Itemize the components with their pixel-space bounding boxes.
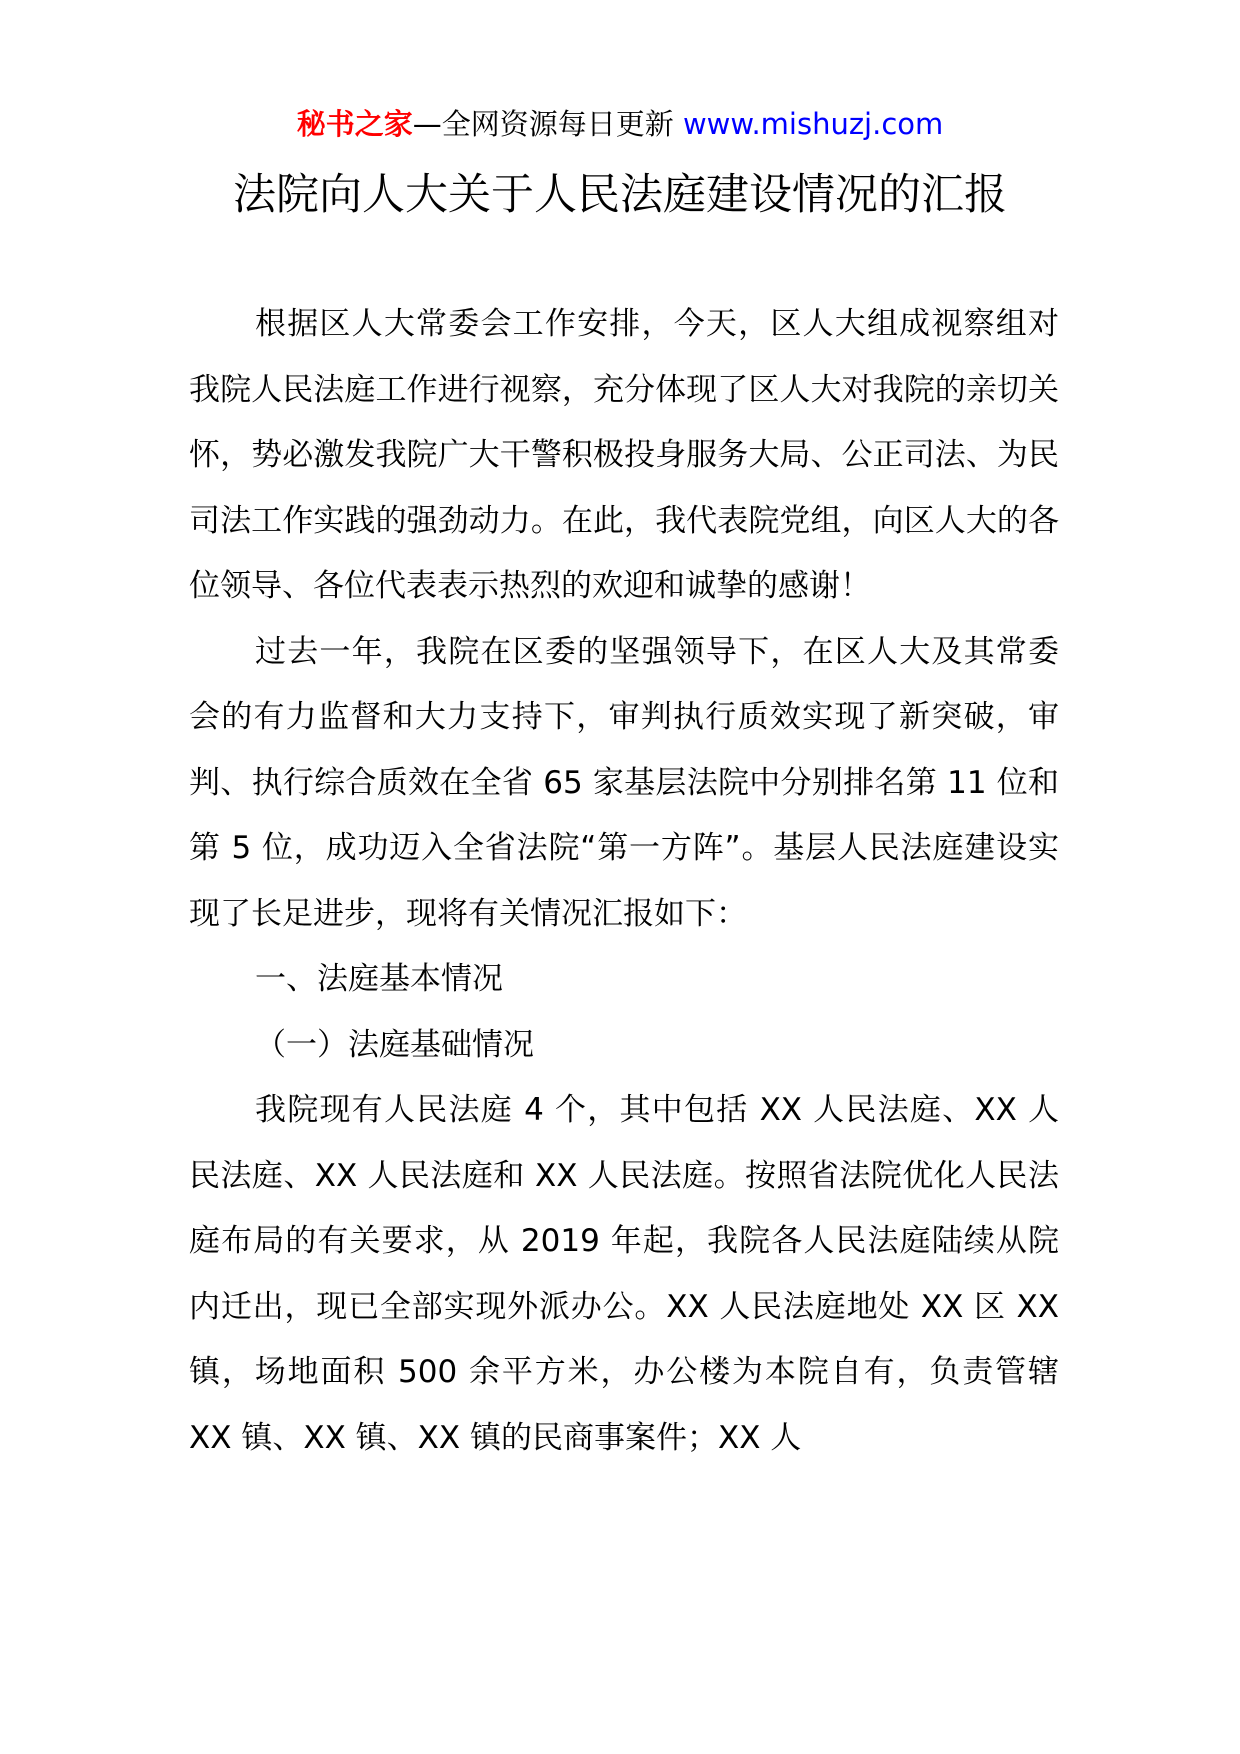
subsection-heading: （一）法庭基础情况 [255, 1026, 534, 1063]
document-body [189, 292, 1059, 1471]
site-url-link[interactable]: www.mishuzj.com [682, 107, 944, 141]
paragraph-court-basics: 我院现有人民法庭 4 个，其中包括 XX 人民法庭、XX 人民法庭、XX 人民法庭和 XX 人民法庭。按照省法院优化人民法庭布局的有关要求，从 2019 年起，我院各人民法庭陆续从院内迁出，现已全部实现外派办公。XX 人民法庭地处 XX 区 XX 镇，场地面积 500 余平方米，办公楼为本院自有，负责管辖 XX 镇、XX 镇、XX 镇的民商事案件；XX 人 [189, 1092, 1059, 1456]
section-heading: 一、法庭基本情况 [255, 961, 503, 997]
site-header [0, 104, 1240, 144]
paragraph-intro: 根据区人大常委会工作安排，今天，区人大组成视察组对我院人民法庭工作进行视察，充分体现了区人大对我院的亲切关怀，势必激发我院广大干警积极投身服务大局、公正司法、为民司法工作实践的强劲动力。在此，我代表院党组，向区人大的各位领导、各位代表表示热烈的欢迎和诚挚的感谢！ [189, 306, 1059, 604]
site-slogan: —全网资源每日更新 [412, 107, 683, 141]
document-title: 法院向人大关于人民法庭建设情况的汇报 [233, 170, 1007, 220]
paragraph-past-year: 过去一年，我院在区委的坚强领导下，在区人大及其常委会的有力监督和大力支持下，审判执行质效实现了新突破，审判、执行综合质效在全省 65 家基层法院中分别排名第 11 位和第 5 位，成功迈入全省法院“第一方阵”。基层人民法庭建设实现了长足进步，现将有关情况汇报如下： [189, 633, 1059, 932]
site-brand: 秘书之家 [296, 107, 413, 141]
